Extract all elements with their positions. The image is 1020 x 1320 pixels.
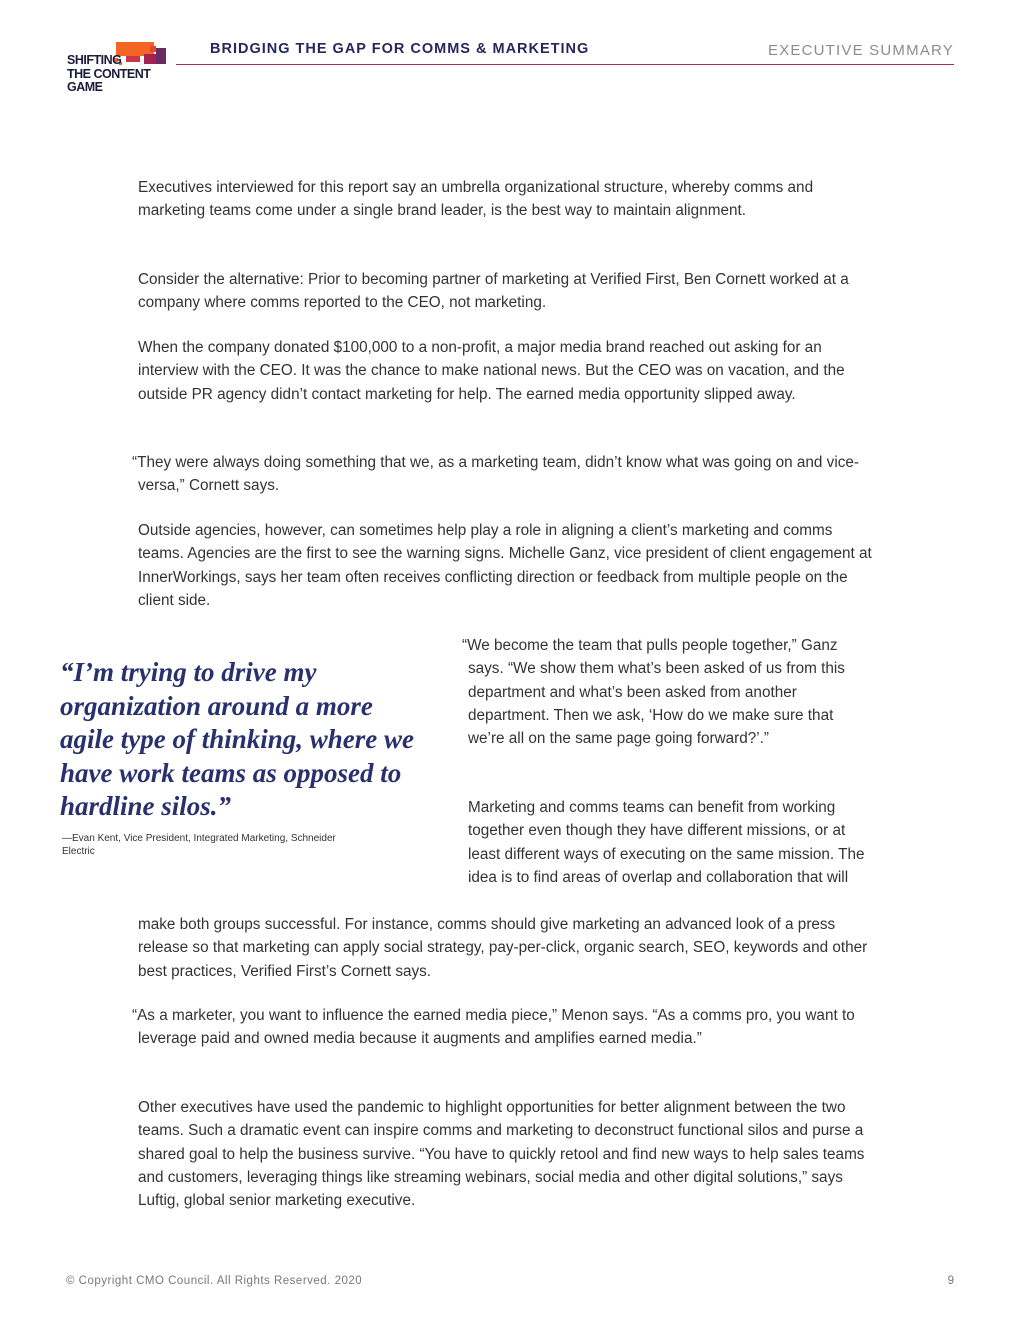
- pull-quote: “I’m trying to drive my organization around a more agile type of thinking, where we have work teams as opposed to hardline silos.”: [60, 657, 414, 821]
- page-number: 9: [947, 1275, 954, 1287]
- header-divider: [176, 64, 954, 65]
- paragraph-pandemic: Other executives have used the pandemic to highlight opportunities for better alignment between the two teams. Such a dramatic event can inspire comms and marketing to deconstruct functional silos and purse a shared goal to help the business survive. “You have to quickly retool and find new ways to help sales teams and customers, leveraging things like streaming webinars, social media and other digital solutions,” says Luftig, global senior marketing executive.: [138, 1099, 865, 1210]
- copyright-notice: © Copyright CMO Council. All Rights Reserved. 2020: [66, 1275, 363, 1287]
- paragraph-donation-story: When the company donated $100,000 to a non-profit, a major media brand reached out asking for an interview with the CEO. It was the chance to make national news. But the CEO was on vacation, and the outside PR agency didn’t contact marketing for help. The earned media opportunity slipped away.: [138, 339, 845, 403]
- paragraph-ganz-quote: “We become the team that pulls people together,” Ganz says. “We show them what’s been asked of us from this department and what’s been asked from another department. Then we ask, ‘How do we make sure that we’re all on the same page going forward?’.”: [462, 637, 845, 748]
- document-title: BRIDGING THE GAP FOR COMMS & MARKETING: [210, 41, 590, 57]
- shifting-the-content-game-logo: [64, 42, 174, 94]
- paragraph-cornett-quote: “They were always doing something that we, as a marketing team, didn’t know what was going on and vice-versa,” Cornett says.: [132, 454, 859, 495]
- paragraph-outside-agencies: Outside agencies, however, can sometimes help play a role in aligning a client’s marketing and comms teams. Agencies are the first to see the warning signs. Michelle Ganz, vice president of client engagement at InnerWorkings, says her team often receives conflicting direction or feedback from multiple people on the client side.: [138, 522, 872, 609]
- paragraph-shared-missions: Marketing and comms teams can benefit from working together even though they have different missions, or at least different ways of executing on the same mission. The idea is to find areas of overlap and collaboration that will: [468, 799, 865, 886]
- logo-line-1: SHIFTING: [67, 53, 122, 67]
- section-label: EXECUTIVE SUMMARY: [768, 42, 954, 59]
- logo-line-2: THE CONTENT GAME: [67, 67, 151, 94]
- paragraph-press-release: make both groups successful. For instance, comms should give marketing an advanced look of a press release so that marketing can apply social strategy, pay-per-click, organic search, SEO, keywords and other best practices, Verified First’s Cornett says.: [138, 916, 868, 980]
- paragraph-menon-quote: “As a marketer, you want to influence the earned media piece,” Menon says. “As a comms pro, you want to leverage paid and owned media because it augments and amplifies earned media.”: [132, 1007, 855, 1048]
- paragraph-alternative: Consider the alternative: Prior to becoming partner of marketing at Verified First, Ben Cornett worked at a company where comms reported to the CEO, not marketing.: [138, 271, 849, 312]
- pull-quote-attribution: —Evan Kent, Vice President, Integrated Marketing, Schneider Electric: [62, 833, 336, 857]
- paragraph-umbrella-structure: Executives interviewed for this report say an umbrella organizational structure, whereby comms and marketing teams come under a single brand leader, is the best way to maintain alignment.: [138, 179, 814, 220]
